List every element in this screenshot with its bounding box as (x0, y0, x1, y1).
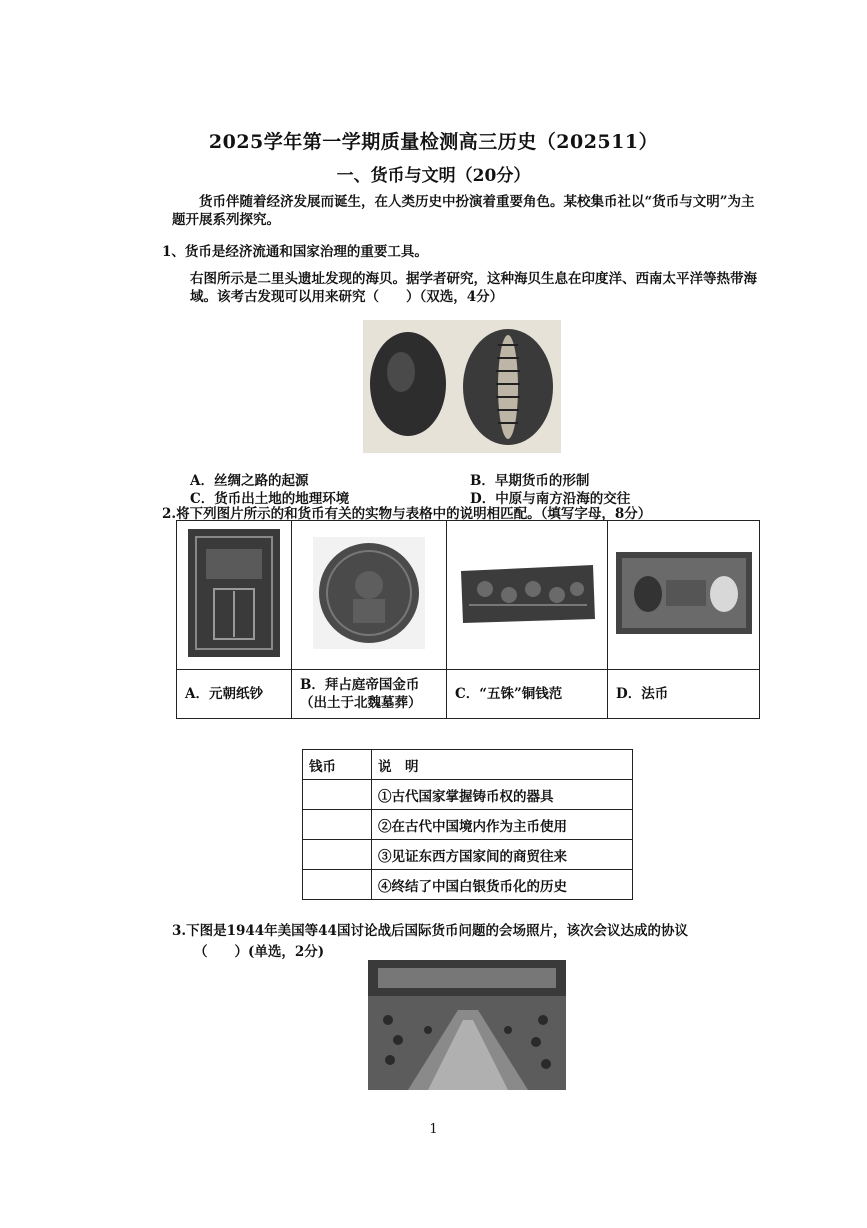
label-d: D．法币 (608, 670, 760, 719)
page-number: 1 (429, 1122, 438, 1137)
answer-cell-1[interactable] (303, 780, 372, 810)
matching-table (302, 749, 633, 900)
byzantine-gold-coin-image (313, 537, 425, 649)
intro-paragraph: 货币伴随着经济发展而诞生，在人类历史中扮演着重要角色。某校集币社以“货币与文明”为主题开展系列探究。 (172, 194, 755, 228)
label-a: A．元朝纸钞 (177, 670, 292, 719)
question-3-stem: 3.下图是1944年美国等44国讨论战后国际货币问题的会场照片，该次会议达成的协议 (172, 923, 688, 939)
description-3: ③见证东西方国家间的商贸往来 (372, 840, 633, 870)
q1-option-b: B．早期货币的形制 (470, 473, 590, 489)
label-b: B．拜占庭帝国金币（出土于北魏墓葬） (292, 670, 447, 719)
header-currency: 钱币 (303, 750, 372, 780)
description-2: ②在古代中国境内作为主币使用 (372, 810, 633, 840)
header-description: 说 明 (372, 750, 633, 780)
description-1: ①古代国家掌握铸币权的器具 (372, 780, 633, 810)
yuan-paper-note-image (188, 529, 280, 657)
fabi-banknote-image (616, 552, 752, 634)
image-cell-d (608, 521, 760, 670)
q1-option-a: A．丝绸之路的起源 (190, 473, 309, 489)
question-1-body: 右图所示是二里头遗址发现的海贝。据学者研究，这种海贝生息在印度洋、西南太平洋等热带海域。该考古发现可以用来研究（ ）（双选，4分） (190, 271, 757, 305)
seashell-photo (363, 320, 561, 453)
image-cell-b (292, 521, 447, 670)
answer-cell-4[interactable] (303, 870, 372, 900)
question-3-sub: （ ）(单选，2分) (194, 944, 325, 960)
label-c: C．“五铢”铜钱范 (447, 670, 608, 719)
question-2-stem: 2.将下列图片所示的和货币有关的实物与表格中的说明相匹配。（填写字母，8分） (162, 506, 652, 522)
wuzhu-coin-mold-image (457, 561, 597, 625)
conference-photo (368, 960, 566, 1090)
description-4: ④终结了中国白银货币化的历史 (372, 870, 633, 900)
image-cell-c (447, 521, 608, 670)
image-cell-a (177, 521, 292, 670)
exam-title: 2025学年第一学期质量检测高三历史（202511） (208, 131, 659, 153)
currency-image-table (176, 520, 760, 719)
answer-cell-2[interactable] (303, 810, 372, 840)
section-title: 一、货币与文明（20分） (336, 166, 531, 186)
q1-option-d: D．中原与南方沿海的交往 (470, 491, 631, 507)
question-1-stem: 1、货币是经济流通和国家治理的重要工具。 (162, 244, 428, 260)
answer-cell-3[interactable] (303, 840, 372, 870)
q1-option-c: C．货币出土地的地理环境 (190, 491, 350, 507)
